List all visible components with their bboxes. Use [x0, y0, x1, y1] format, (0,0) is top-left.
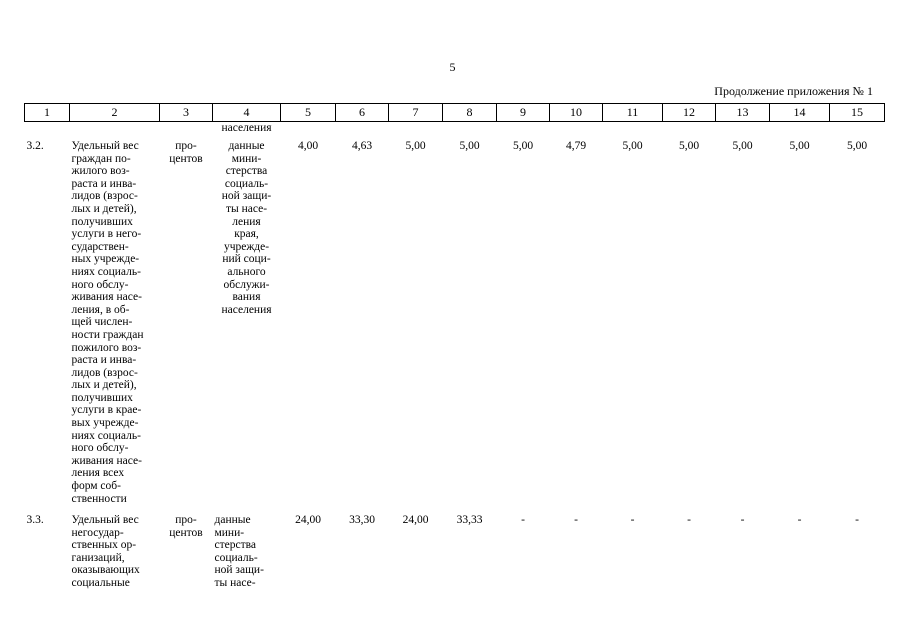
- header-cell: 5: [281, 104, 336, 122]
- header-cell: 1: [25, 104, 70, 122]
- indicator-name: Удельный вес граждан по- жилого воз- раста и инва- лидов (взрос- лых и детей), получивших услуги в него- сударствен- ных учрежде- ниях социаль- ного обслу- живания насе- ления, в об- щей числен- ности граждан пожилого воз- раста и инва- лидов (взрос- лых и детей), получивших услуги в крае- вых учрежде- ниях социаль- ного обслу- живания насе- ления всех форм соб- ственности: [71, 140, 144, 505]
- value-cell: 5,00: [405, 140, 426, 152]
- unit-cell: про- центов: [169, 140, 203, 165]
- header-cell: 3: [160, 104, 213, 122]
- value-cell: -: [740, 514, 745, 526]
- value-cell: -: [521, 514, 525, 526]
- value-cell: 33,33: [456, 514, 483, 526]
- unit-cell: про- центов: [169, 514, 203, 539]
- value-cell: 5,00: [789, 140, 810, 152]
- value-cell: 4,79: [565, 140, 587, 152]
- source-cell: населения: [221, 122, 272, 134]
- header-cell: 14: [770, 104, 830, 122]
- header-row: [25, 104, 885, 122]
- header-cell: 10: [550, 104, 603, 122]
- header-cell: 2: [70, 104, 160, 122]
- value-cell: -: [797, 514, 802, 526]
- value-cell: -: [687, 514, 691, 526]
- value-cell: 5,00: [846, 140, 868, 152]
- header-cell: 4: [213, 104, 281, 122]
- header-cell: 6: [336, 104, 389, 122]
- value-cell: 24,00: [295, 514, 321, 526]
- value-cell: -: [574, 514, 578, 526]
- header-cell: 9: [497, 104, 550, 122]
- value-cell: 5,00: [622, 140, 643, 152]
- table-row: [25, 508, 885, 590]
- indicator-table: [24, 103, 885, 590]
- continuation-label: Продолжение приложения № 1: [714, 84, 873, 98]
- row-number: 3.2.: [26, 140, 44, 152]
- header-cell: 15: [830, 104, 885, 122]
- value-cell: -: [855, 514, 859, 526]
- row-number: 3.3.: [26, 514, 44, 526]
- header-cell: 8: [443, 104, 497, 122]
- header-cell: 7: [389, 104, 443, 122]
- header-cell: 12: [663, 104, 716, 122]
- value-cell: -: [630, 514, 635, 526]
- header-cell: 11: [603, 104, 663, 122]
- value-cell: 5,00: [512, 140, 534, 152]
- header-cell: 13: [716, 104, 770, 122]
- value-cell: 4,63: [351, 140, 373, 152]
- indicator-name: Удельный вес негосудар- ственных ор- ганизаций, оказывающих социальные: [71, 514, 140, 589]
- value-cell: 5,00: [459, 140, 480, 152]
- source-cell: данные мини- стерства социаль- ной защи- ты насе-: [214, 514, 264, 589]
- value-cell: 33,30: [349, 514, 375, 526]
- page-number: 5: [449, 60, 456, 74]
- value-cell: 24,00: [402, 514, 429, 526]
- value-cell: 5,00: [732, 140, 753, 152]
- value-cell: 5,00: [678, 140, 700, 152]
- source-cell: данные мини- стерства социаль- ной защи- ты насе- ления края, учрежде- ний соци- ального обслужи- вания населения: [221, 140, 272, 316]
- value-cell: 4,00: [297, 140, 319, 152]
- continuation-row: [25, 122, 885, 137]
- table-row: [25, 136, 885, 508]
